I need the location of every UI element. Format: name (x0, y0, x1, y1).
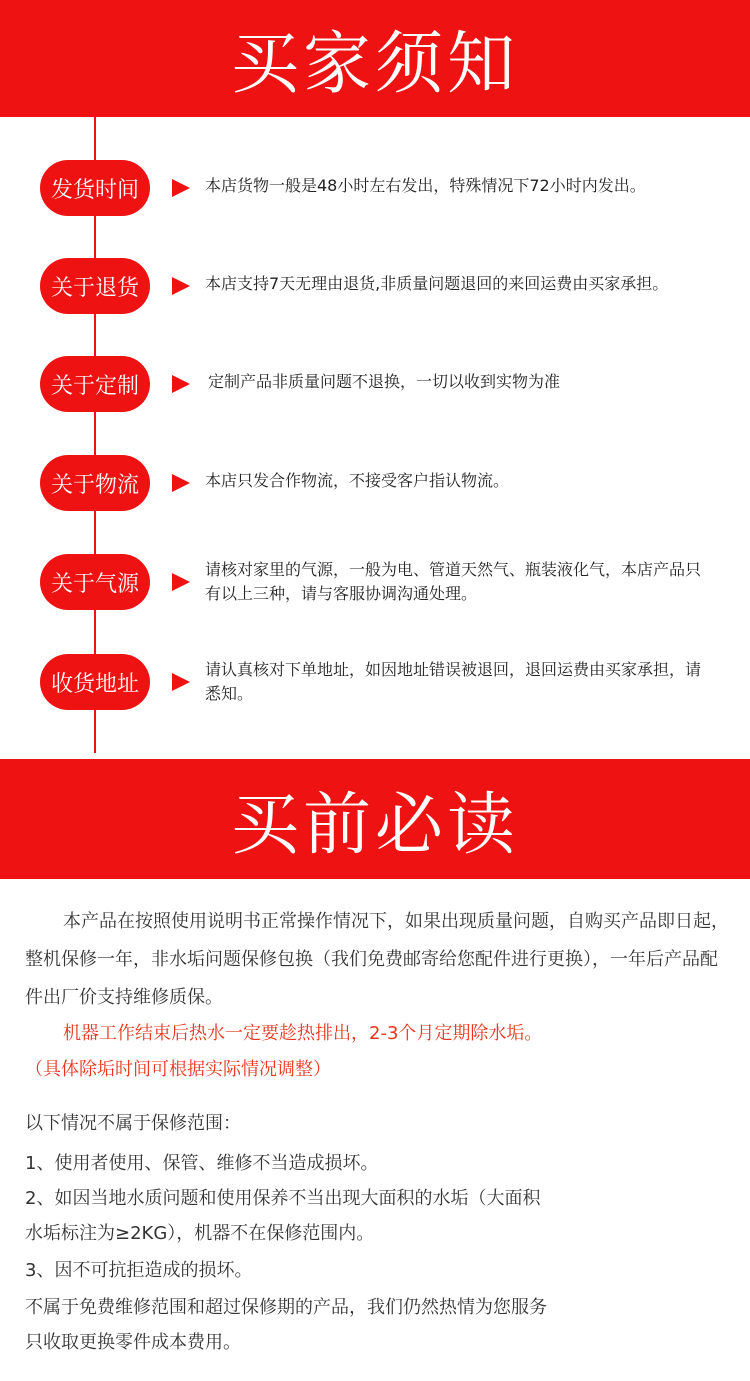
arrow-right-icon (172, 474, 190, 492)
notice-text: 本店只发合作物流，不接受客户指认物流。 (205, 471, 510, 490)
notice-label-pill: 关于定制 (40, 356, 150, 412)
must-read-banner (0, 759, 750, 879)
warranty-intro: 本产品在按照使用说明书正常操作情况下，如果出现质量问题，自购买产品即日起，整机保修一年，非水垢问题保修包换（我们免费邮寄给您配件进行更换），一年后产品配件出厂价支持维修质保。 (25, 911, 729, 1008)
arrow-right-icon (172, 277, 190, 295)
notice-text: 本店支持7天无理由退货,非质量问题退回的来回运费由买家承担。 (205, 274, 669, 293)
exclusions-title: 以下情况不属于保修范围： (25, 1113, 241, 1134)
notice-label-pill: 关于气源 (40, 554, 150, 610)
buyer-notice-title: 买家须知 (230, 25, 519, 104)
notice-row-address (0, 654, 750, 716)
exclusion-item-1: 1、使用者使用、保管、维修不当造成损坏。 (25, 1153, 379, 1174)
notice-label-pill: 关于退货 (40, 258, 150, 314)
notice-text: 请认真核对下单地址，如因地址错误被退回，退回运费由买家承担，请悉知。 (205, 660, 702, 703)
descaling-note: （具体除垢时间可根据实际情况调整） (25, 1059, 331, 1080)
notice-label-pill: 发货时间 (40, 160, 150, 216)
notice-text: 请核对家里的气源，一般为电、管道天然气、瓶装液化气，本店产品只有以上三种，请与客服协调沟通处理。 (205, 560, 702, 603)
notice-row-logistics (0, 455, 750, 517)
buyer-notice-banner (0, 0, 750, 117)
must-read-title: 买前必读 (230, 785, 519, 865)
exclusion-item-3: 3、因不可抗拒造成的损坏。 (25, 1260, 253, 1281)
closing-line-2: 只收取更换零件成本费用。 (25, 1332, 241, 1353)
notice-text: 本店货物一般是48小时左右发出，特殊情况下72小时内发出。 (205, 176, 646, 195)
arrow-right-icon (172, 573, 190, 591)
notice-label-pill: 关于物流 (40, 455, 150, 511)
arrow-right-icon (172, 179, 190, 197)
notice-row-shipping-time (0, 160, 750, 222)
closing-line-1: 不属于免费维修范围和超过保修期的产品，我们仍然热情为您服务 (25, 1297, 547, 1318)
arrow-right-icon (172, 375, 190, 393)
notice-row-gas-source (0, 554, 750, 616)
notice-row-custom (0, 356, 750, 418)
notice-label-pill: 收货地址 (40, 654, 150, 710)
descaling-warning: 机器工作结束后热水一定要趁热排出，2-3个月定期除水垢。 (63, 1023, 543, 1044)
notice-row-returns (0, 258, 750, 320)
notice-text: 定制产品非质量问题不退换，一切以收到实物为准 (208, 372, 561, 391)
exclusion-item-2-line-2: 水垢标注为≥2KG），机器不在保修范围内。 (25, 1223, 375, 1244)
exclusion-item-2-line-1: 2、如因当地水质问题和使用保养不当出现大面积的水垢（大面积 (25, 1188, 541, 1209)
arrow-right-icon (172, 673, 190, 691)
